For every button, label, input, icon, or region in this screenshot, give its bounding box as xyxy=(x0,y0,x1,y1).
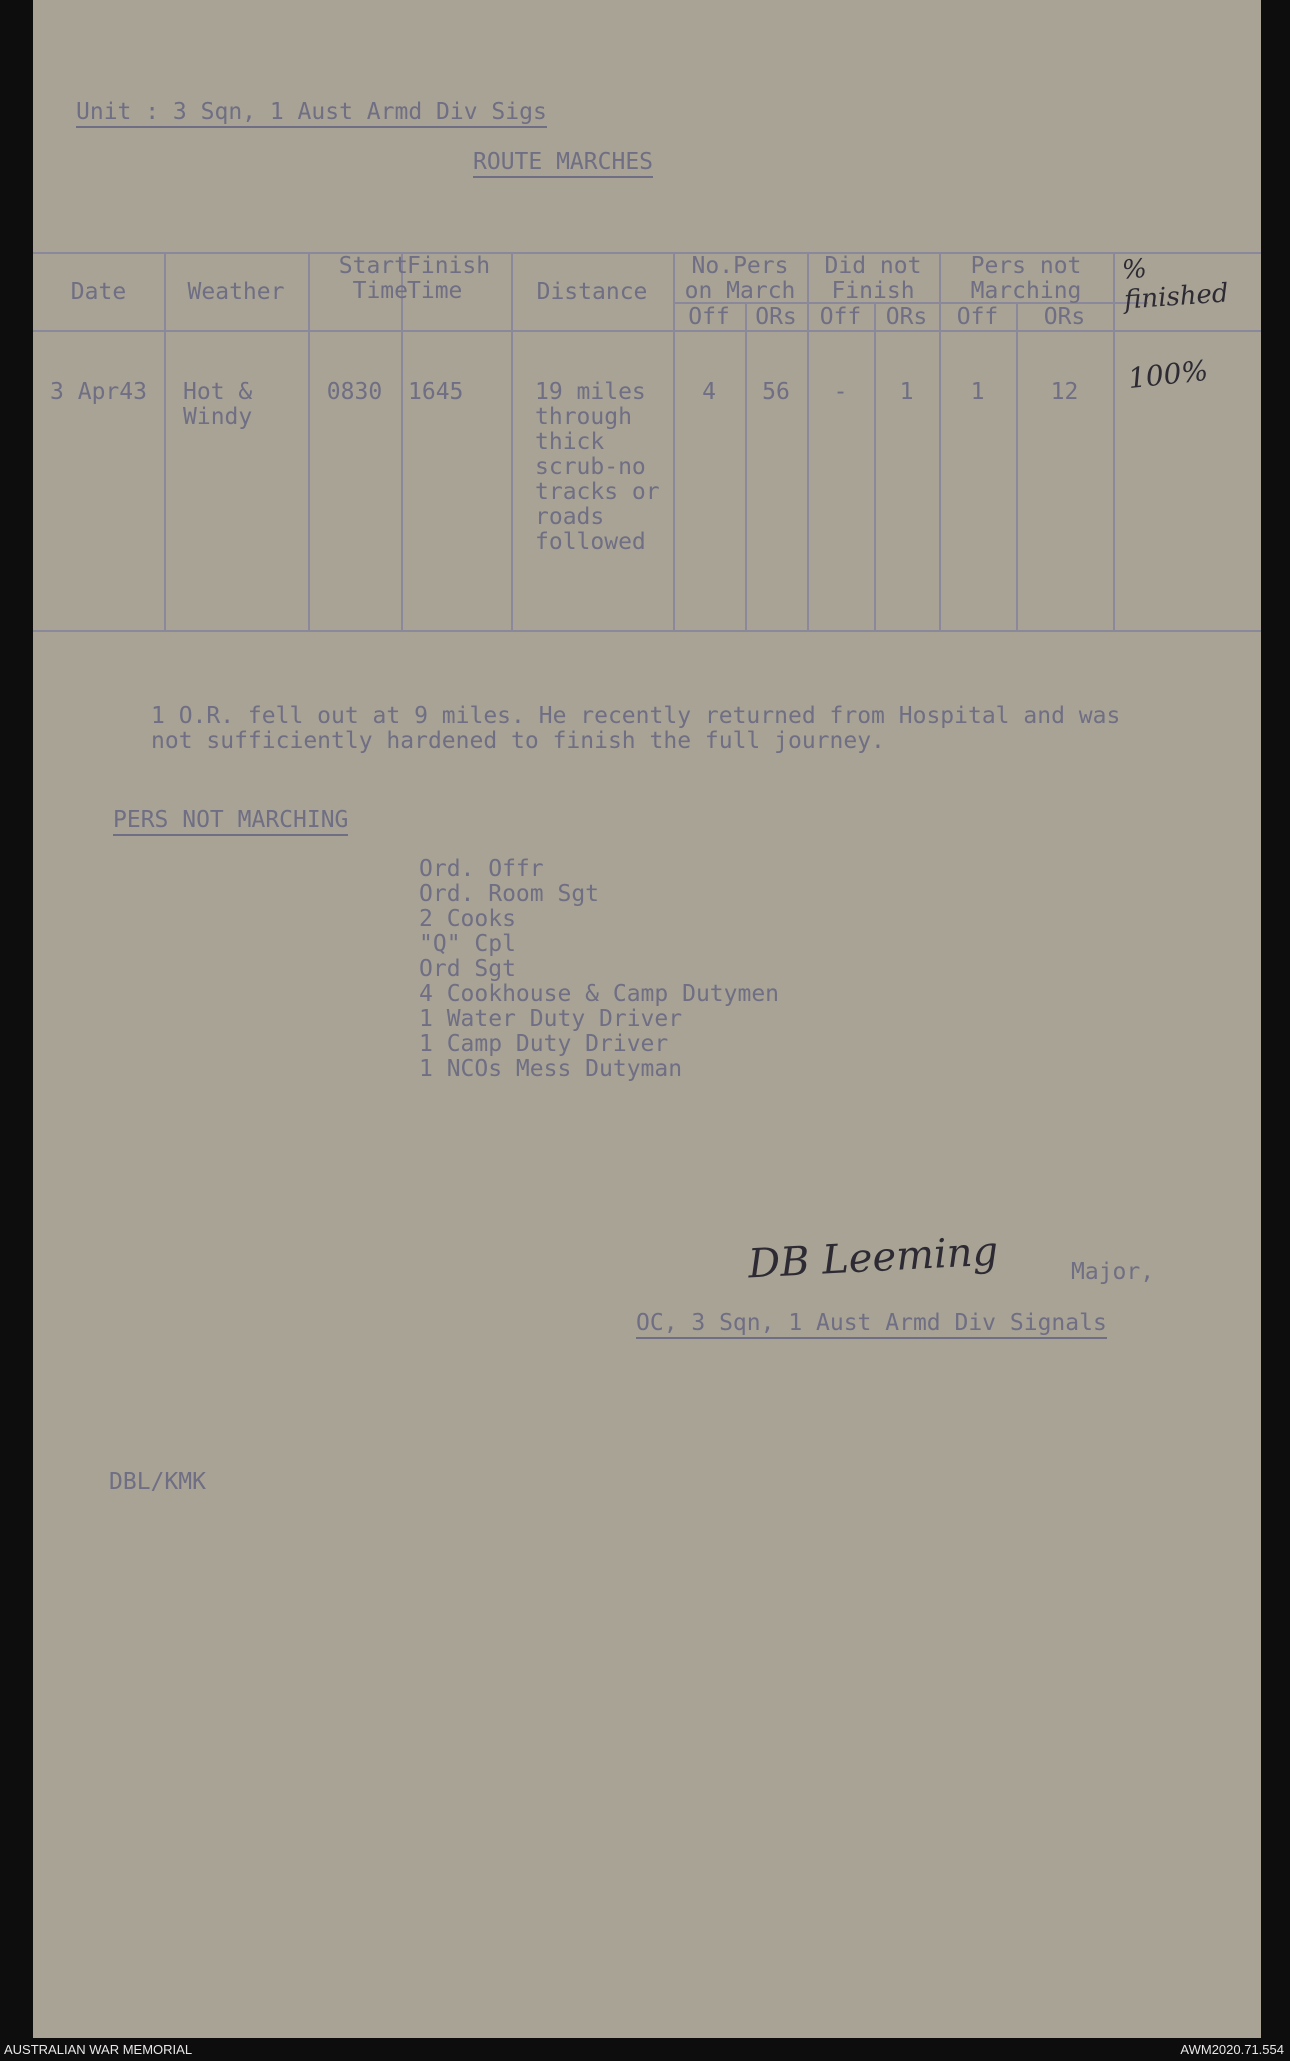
header-distance: Distance xyxy=(536,279,648,305)
header-percent-finished: % finished xyxy=(1121,253,1230,316)
signer-rank: Major, xyxy=(1071,1259,1155,1285)
row-distance: 19 miles through thick scrub-no tracks or roads followed xyxy=(535,379,660,555)
subheader-ors: ORs xyxy=(885,304,928,330)
footer-right: AWM2020.71.554 xyxy=(1180,2042,1284,2057)
row-weather: Hot & Windy xyxy=(183,379,253,430)
row-dnf-ors: 1 xyxy=(899,379,914,405)
subheader-off: Off xyxy=(956,304,999,330)
list-item: "Q" Cpl xyxy=(419,931,516,957)
header-finish-time: Finish Time xyxy=(407,253,491,304)
list-item: 1 NCOs Mess Dutyman xyxy=(419,1056,683,1082)
subheader-off: Off xyxy=(819,304,862,330)
row-finish-time: 1645 xyxy=(408,379,464,405)
header-pers-not-marching: Pers not Marching xyxy=(970,253,1082,304)
document-page xyxy=(33,0,1261,2038)
list-item: 1 Water Duty Driver xyxy=(419,1006,683,1032)
list-item: 2 Cooks xyxy=(419,906,516,932)
document-title: ROUTE MARCHES xyxy=(473,150,653,178)
row-date: 3 Apr43 xyxy=(50,379,147,405)
note-text: 1 O.R. fell out at 9 miles. He recently returned from Hospital and was not sufficiently hardened to finish the full journey. xyxy=(151,703,1121,754)
pers-not-marching-list xyxy=(419,857,779,1082)
row-start-time: 0830 xyxy=(326,379,383,405)
row-on-march-ors: 56 xyxy=(762,379,790,405)
list-item: 4 Cookhouse & Camp Dutymen xyxy=(419,981,780,1007)
header-no-pers-on-march: No.Pers on March xyxy=(684,253,796,304)
list-item: Ord. Offr xyxy=(419,856,544,882)
list-item: Ord. Room Sgt xyxy=(419,881,600,907)
signature: DB Leeming xyxy=(746,1228,1000,1288)
archive-footer xyxy=(0,2040,1290,2061)
header-start-time: Start Time xyxy=(338,253,408,304)
footer-left: AUSTRALIAN WAR MEMORIAL xyxy=(4,2042,193,2057)
subheader-ors: ORs xyxy=(1043,304,1086,330)
reference-initials: DBL/KMK xyxy=(109,1469,206,1495)
pers-not-marching-heading: PERS NOT MARCHING xyxy=(113,808,348,836)
row-on-march-off: 4 xyxy=(702,379,716,405)
list-item: Ord Sgt xyxy=(419,956,516,982)
header-date: Date xyxy=(70,279,127,305)
row-not-marching-ors: 12 xyxy=(1050,379,1079,405)
list-item: 1 Camp Duty Driver xyxy=(419,1031,669,1057)
header-weather: Weather xyxy=(187,279,285,305)
subheader-ors: ORs xyxy=(755,304,797,330)
row-percent-finished: 100% xyxy=(1126,353,1210,396)
header-did-not-finish: Did not Finish xyxy=(824,253,922,304)
subheader-off: Off xyxy=(688,304,730,330)
row-not-marching-off: 1 xyxy=(970,379,985,405)
row-dnf-off: - xyxy=(833,379,848,405)
signature-block: OC, 3 Sqn, 1 Aust Armd Div Signals xyxy=(636,1311,1107,1339)
unit-line: Unit : 3 Sqn, 1 Aust Armd Div Sigs xyxy=(76,100,547,128)
